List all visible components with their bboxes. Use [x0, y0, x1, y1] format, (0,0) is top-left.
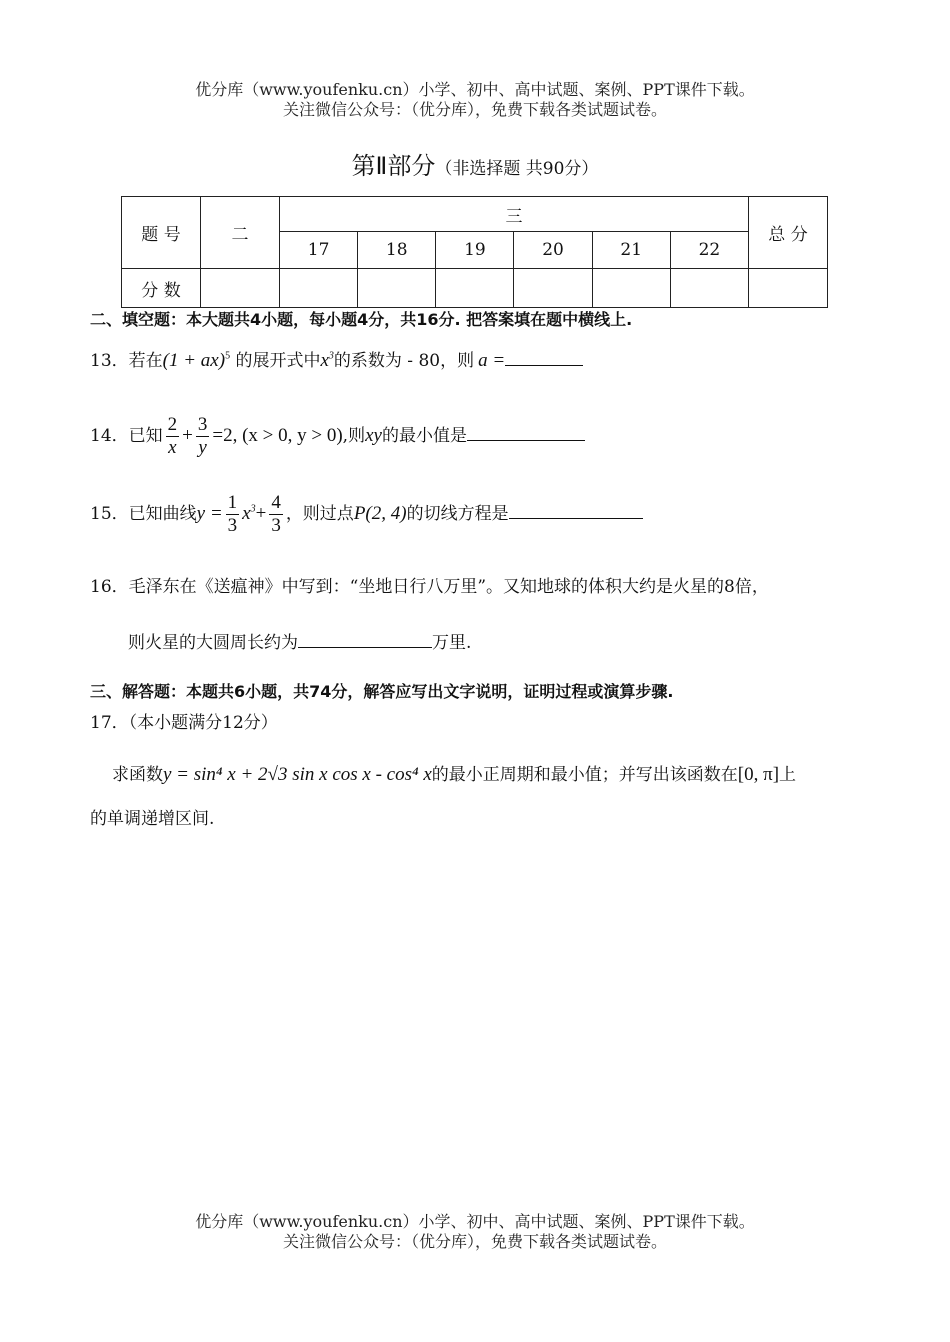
q16-text-1: 毛泽东在《送瘟神》中写到：“坐地日行八万里”。又知地球的体积大约是火星的8倍， [128, 577, 769, 597]
q17-score: （本小题满分12分） [128, 713, 278, 733]
table-question-number: 21 [592, 232, 670, 269]
q13-text-2: 的展开式中 [235, 351, 321, 371]
q15-fraction-1: $\frac{1}{3}$ [227, 492, 238, 536]
table-question-number: 17 [280, 232, 358, 269]
score-table [121, 196, 828, 308]
question-15 [90, 492, 643, 537]
table-score-cell [280, 269, 358, 308]
header-line-2: 关注微信公众号：（优分库），免费下载各类试题试卷。 [282, 100, 667, 119]
section-title-sub: （非选择题 共90分） [435, 159, 599, 179]
q13-text-1: 若在 [128, 351, 163, 371]
table-score-cell [201, 269, 280, 308]
table-header-part2: 二 [201, 197, 280, 269]
q14-fraction-2: $\frac{3}{y}$ [197, 414, 208, 458]
table-header-total: 总 分 [749, 197, 828, 269]
table-question-number: 20 [514, 232, 592, 269]
question-14 [90, 414, 585, 459]
section-title-main: 第Ⅱ部分 [351, 152, 436, 180]
q15-y-equals: y = [196, 503, 223, 524]
q14-answer-blank [467, 424, 585, 441]
q14-plus: + [182, 425, 193, 446]
table-score-cell [749, 269, 828, 308]
table-question-number: 22 [670, 232, 748, 269]
question-13 [90, 346, 583, 372]
q15-text-2: ，则过点 [285, 504, 354, 524]
q16-text-2a: 则火星的大圆周长约为 [128, 633, 298, 653]
footer-watermark [0, 1212, 950, 1252]
table-question-number: 19 [436, 232, 514, 269]
q14-xy: xy [365, 425, 382, 446]
q15-x-cubed: $x^3$ [242, 503, 256, 524]
table-question-number: 18 [358, 232, 436, 269]
question-17-line-2: 的单调递增区间. [90, 809, 215, 829]
q13-expr: (1 + ax)$^5$ [162, 350, 231, 371]
table-header-part3: 三 [280, 197, 749, 232]
q13-text-3: 的系数为 - 80，则 [333, 351, 475, 371]
q16-text-2b: 万里. [432, 633, 472, 653]
part3-heading: 三、解答题：本题共6小题，共74分，解答应写出文字说明，证明过程或演算步骤. [90, 682, 674, 701]
q17-text-3: 上 [779, 765, 797, 785]
table-score-cell [436, 269, 514, 308]
q13-answer-label: a = [478, 350, 506, 371]
q14-text-2: ,则 [342, 426, 366, 446]
q17-text-1: 求函数 [112, 765, 163, 785]
q13-var: $x^3$ [320, 350, 334, 371]
q17-function: y = sin⁴ x + 2√3 sin x cos x - cos⁴ x [163, 764, 432, 785]
q15-fraction-2: $\frac{4}{3}$ [271, 492, 281, 536]
q15-text-1: 已知曲线 [128, 504, 197, 524]
q13-answer-blank [505, 349, 583, 366]
question-17-line-1 [112, 760, 796, 786]
q14-fraction-1: $\frac{2}{x}$ [167, 414, 178, 458]
q14-condition: =2, (x > 0, y > 0) [212, 425, 343, 446]
q16-number: 16． [90, 577, 129, 597]
header-line-1: 优分库（www.youfenku.cn）小学、初中、高中试题、案例、PPT课件下载。 [195, 80, 755, 99]
q17-text-2: 的最小正周期和最小值；并写出该函数在 [431, 765, 738, 785]
table-header-question-no: 题 号 [122, 197, 201, 269]
q15-point: P(2, 4) [353, 503, 407, 524]
q17-interval: [0, π] [737, 764, 780, 785]
q17-number: 17． [90, 713, 129, 733]
section-title [0, 146, 950, 181]
q14-text-1: 已知 [128, 426, 163, 446]
table-score-cell [670, 269, 748, 308]
q16-answer-blank [298, 631, 432, 648]
part2-heading: 二、填空题：本大题共4小题，每小题4分，共16分. 把答案填在题中横线上. [90, 310, 633, 329]
footer-line-1: 优分库（www.youfenku.cn）小学、初中、高中试题、案例、PPT课件下载。 [195, 1212, 755, 1231]
footer-line-2: 关注微信公众号：（优分库），免费下载各类试题试卷。 [282, 1232, 667, 1251]
q13-number: 13． [90, 351, 129, 371]
table-score-cell [592, 269, 670, 308]
q15-plus: + [255, 503, 267, 524]
table-score-cell [514, 269, 592, 308]
question-17-header [90, 708, 278, 733]
header-watermark [0, 80, 950, 120]
q14-number: 14． [90, 426, 129, 446]
q15-text-3: 的切线方程是 [406, 504, 509, 524]
q14-text-3: 的最小值是 [381, 426, 467, 446]
q15-number: 15． [90, 504, 129, 524]
question-16-line-2 [128, 628, 471, 653]
table-row-label-score: 分 数 [122, 269, 201, 308]
table-score-cell [358, 269, 436, 308]
question-16-line-1 [90, 572, 769, 597]
q15-answer-blank [509, 502, 643, 519]
